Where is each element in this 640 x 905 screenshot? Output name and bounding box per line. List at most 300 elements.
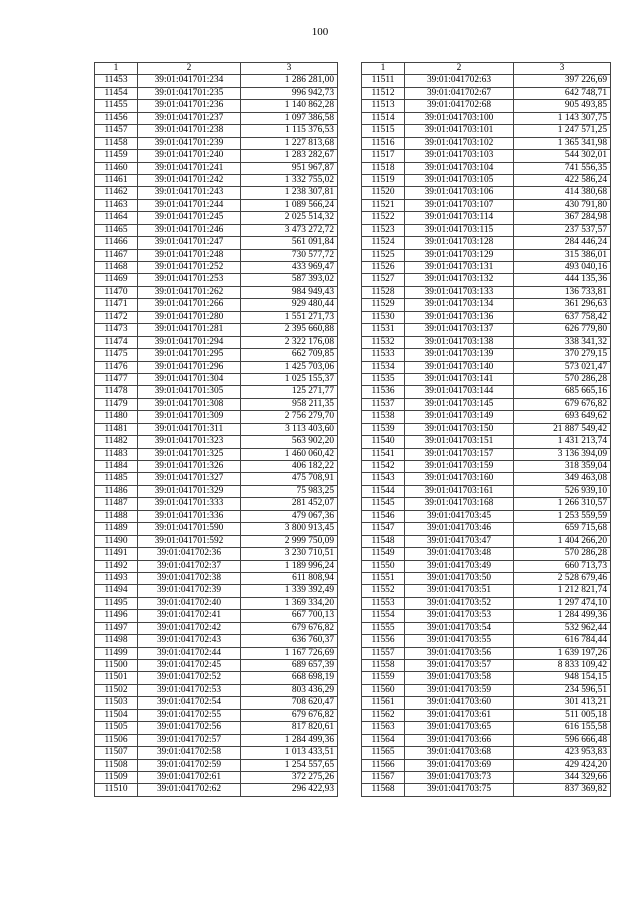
cadastral-value-cell: 951 967,87 [241, 162, 338, 174]
cadastral-number-cell: 39:01:041703:48 [405, 548, 514, 560]
cadastral-value-cell: 237 537,57 [514, 224, 611, 236]
cadastral-value-cell: 397 226,69 [514, 75, 611, 87]
cadastral-number-cell: 39:01:041702:68 [405, 100, 514, 112]
row-number-cell: 11454 [95, 87, 138, 99]
row-number-cell: 11520 [362, 187, 405, 199]
table-row [362, 610, 611, 622]
cadastral-value-cell: 996 942,73 [241, 87, 338, 99]
cadastral-number-cell: 39:01:041702:39 [138, 585, 241, 597]
cadastral-value-cell: 1 167 726,69 [241, 647, 338, 659]
cadastral-value-cell: 75 983,25 [241, 485, 338, 497]
table-row [362, 299, 611, 311]
row-number-cell: 11561 [362, 697, 405, 709]
row-number-cell: 11532 [362, 336, 405, 348]
cadastral-number-cell: 39:01:041703:160 [405, 473, 514, 485]
cadastral-value-cell: 372 275,26 [241, 771, 338, 783]
cadastral-value-cell: 479 067,36 [241, 510, 338, 522]
cadastral-value-cell: 1 425 703,06 [241, 361, 338, 373]
row-number-cell: 11482 [95, 436, 138, 448]
table-row [362, 697, 611, 709]
table-row [95, 485, 338, 497]
table-row [95, 286, 338, 298]
cadastral-value-cell: 667 700,13 [241, 610, 338, 622]
cadastral-number-cell: 39:01:041703:54 [405, 622, 514, 634]
cadastral-number-cell: 39:01:041701:266 [138, 299, 241, 311]
row-number-cell: 11546 [362, 510, 405, 522]
cadastral-number-cell: 39:01:041703:139 [405, 349, 514, 361]
cadastral-value-cell: 689 657,39 [241, 660, 338, 672]
cadastral-number-cell: 39:01:041701:333 [138, 498, 241, 510]
cadastral-number-cell: 39:01:041701:327 [138, 473, 241, 485]
cadastral-number-cell: 39:01:041701:248 [138, 249, 241, 261]
row-number-cell: 11551 [362, 572, 405, 584]
cadastral-value-cell: 958 211,35 [241, 398, 338, 410]
cadastral-number-cell: 39:01:041702:59 [138, 759, 241, 771]
cadastral-value-cell: 444 135,36 [514, 274, 611, 286]
row-number-cell: 11491 [95, 548, 138, 560]
header-col-3: 3 [241, 63, 338, 75]
table-row [362, 87, 611, 99]
cadastral-value-cell: 1 639 197,26 [514, 647, 611, 659]
row-number-cell: 11525 [362, 249, 405, 261]
cadastral-number-cell: 39:01:041703:149 [405, 411, 514, 423]
cadastral-number-cell: 39:01:041702:57 [138, 734, 241, 746]
cadastral-value-cell: 284 446,24 [514, 237, 611, 249]
cadastral-number-cell: 39:01:041703:68 [405, 747, 514, 759]
right-header-row [362, 63, 611, 75]
cadastral-value-cell: 693 649,62 [514, 411, 611, 423]
cadastral-value-cell: 2 528 679,46 [514, 572, 611, 584]
cadastral-value-cell: 905 493,85 [514, 100, 611, 112]
row-number-cell: 11560 [362, 684, 405, 696]
cadastral-value-cell: 587 393,02 [241, 274, 338, 286]
table-row [362, 572, 611, 584]
table-row [95, 747, 338, 759]
cadastral-value-cell: 2 025 514,32 [241, 212, 338, 224]
row-number-cell: 11463 [95, 199, 138, 211]
row-number-cell: 11462 [95, 187, 138, 199]
row-number-cell: 11558 [362, 660, 405, 672]
table-row [362, 349, 611, 361]
table-row [95, 784, 338, 796]
row-number-cell: 11490 [95, 535, 138, 547]
cadastral-value-cell: 526 939,10 [514, 485, 611, 497]
table-row [362, 324, 611, 336]
table-row [362, 585, 611, 597]
cadastral-value-cell: 423 953,83 [514, 747, 611, 759]
row-number-cell: 11497 [95, 622, 138, 634]
table-row [95, 373, 338, 385]
cadastral-value-cell: 837 369,82 [514, 784, 611, 796]
cadastral-value-cell: 1 286 281,00 [241, 75, 338, 87]
row-number-cell: 11489 [95, 523, 138, 535]
row-number-cell: 11529 [362, 299, 405, 311]
cadastral-number-cell: 39:01:041701:262 [138, 286, 241, 298]
cadastral-value-cell: 3 113 403,60 [241, 423, 338, 435]
table-row [95, 224, 338, 236]
left-table-body [95, 63, 338, 797]
table-row [95, 597, 338, 609]
cadastral-number-cell: 39:01:041703:69 [405, 759, 514, 771]
cadastral-value-cell: 2 756 279,70 [241, 411, 338, 423]
cadastral-number-cell: 39:01:041701:296 [138, 361, 241, 373]
row-number-cell: 11535 [362, 373, 405, 385]
table-row [362, 398, 611, 410]
cadastral-number-cell: 39:01:041703:131 [405, 262, 514, 274]
row-number-cell: 11496 [95, 610, 138, 622]
row-number-cell: 11526 [362, 262, 405, 274]
row-number-cell: 11478 [95, 386, 138, 398]
cadastral-number-cell: 39:01:041701:252 [138, 262, 241, 274]
row-number-cell: 11469 [95, 274, 138, 286]
cadastral-number-cell: 39:01:041701:590 [138, 523, 241, 535]
table-row [95, 610, 338, 622]
table-row [95, 722, 338, 734]
cadastral-value-cell: 1 365 341,98 [514, 137, 611, 149]
row-number-cell: 11518 [362, 162, 405, 174]
cadastral-value-cell: 493 040,16 [514, 262, 611, 274]
cadastral-number-cell: 39:01:041703:45 [405, 510, 514, 522]
cadastral-number-cell: 39:01:041703:57 [405, 660, 514, 672]
row-number-cell: 11465 [95, 224, 138, 236]
table-row [95, 697, 338, 709]
row-number-cell: 11464 [95, 212, 138, 224]
table-row [362, 498, 611, 510]
cadastral-number-cell: 39:01:041701:309 [138, 411, 241, 423]
cadastral-number-cell: 39:01:041701:294 [138, 336, 241, 348]
row-number-cell: 11506 [95, 734, 138, 746]
table-row [362, 647, 611, 659]
cadastral-number-cell: 39:01:041703:61 [405, 709, 514, 721]
row-number-cell: 11500 [95, 660, 138, 672]
cadastral-value-cell: 370 279,15 [514, 349, 611, 361]
table-row [95, 461, 338, 473]
row-number-cell: 11473 [95, 324, 138, 336]
cadastral-value-cell: 637 758,42 [514, 311, 611, 323]
cadastral-number-cell: 39:01:041702:61 [138, 771, 241, 783]
table-row [95, 709, 338, 721]
cadastral-number-cell: 39:01:041703:137 [405, 324, 514, 336]
row-number-cell: 11505 [95, 722, 138, 734]
cadastral-value-cell: 2 395 660,88 [241, 324, 338, 336]
cadastral-number-cell: 39:01:041701:236 [138, 100, 241, 112]
row-number-cell: 11472 [95, 311, 138, 323]
row-number-cell: 11554 [362, 610, 405, 622]
table-row [362, 535, 611, 547]
cadastral-number-cell: 39:01:041702:58 [138, 747, 241, 759]
row-number-cell: 11502 [95, 684, 138, 696]
row-number-cell: 11495 [95, 597, 138, 609]
table-row [95, 398, 338, 410]
table-row [95, 311, 338, 323]
table-row [362, 635, 611, 647]
row-number-cell: 11475 [95, 349, 138, 361]
table-row [95, 548, 338, 560]
row-number-cell: 11479 [95, 398, 138, 410]
cadastral-number-cell: 39:01:041701:253 [138, 274, 241, 286]
cadastral-value-cell: 570 286,28 [514, 373, 611, 385]
cadastral-number-cell: 39:01:041702:40 [138, 597, 241, 609]
cadastral-number-cell: 39:01:041703:103 [405, 150, 514, 162]
table-row [362, 510, 611, 522]
page-number: 100 [311, 26, 329, 38]
cadastral-number-cell: 39:01:041701:311 [138, 423, 241, 435]
row-number-cell: 11515 [362, 125, 405, 137]
row-number-cell: 11542 [362, 461, 405, 473]
cadastral-value-cell: 1 266 310,57 [514, 498, 611, 510]
cadastral-number-cell: 39:01:041703:51 [405, 585, 514, 597]
row-number-cell: 11539 [362, 423, 405, 435]
table-row [95, 199, 338, 211]
cadastral-number-cell: 39:01:041703:47 [405, 535, 514, 547]
table-row [95, 274, 338, 286]
cadastral-number-cell: 39:01:041702:44 [138, 647, 241, 659]
row-number-cell: 11523 [362, 224, 405, 236]
cadastral-value-cell: 1 013 433,51 [241, 747, 338, 759]
row-number-cell: 11507 [95, 747, 138, 759]
table-row [362, 548, 611, 560]
row-number-cell: 11493 [95, 572, 138, 584]
cadastral-number-cell: 39:01:041701:323 [138, 436, 241, 448]
table-row [362, 386, 611, 398]
cadastral-value-cell: 315 386,01 [514, 249, 611, 261]
row-number-cell: 11508 [95, 759, 138, 771]
cadastral-value-cell: 1 284 499,36 [514, 610, 611, 622]
cadastral-value-cell: 679 676,82 [241, 709, 338, 721]
cadastral-number-cell: 39:01:041703:140 [405, 361, 514, 373]
cadastral-number-cell: 39:01:041702:55 [138, 709, 241, 721]
cadastral-value-cell: 433 969,47 [241, 262, 338, 274]
row-number-cell: 11514 [362, 112, 405, 124]
cadastral-number-cell: 39:01:041701:295 [138, 349, 241, 361]
cadastral-number-cell: 39:01:041703:128 [405, 237, 514, 249]
table-row [95, 448, 338, 460]
row-number-cell: 11568 [362, 784, 405, 796]
row-number-cell: 11556 [362, 635, 405, 647]
row-number-cell: 11471 [95, 299, 138, 311]
cadastral-value-cell: 3 136 394,09 [514, 448, 611, 460]
row-number-cell: 11481 [95, 423, 138, 435]
cadastral-number-cell: 39:01:041701:238 [138, 125, 241, 137]
table-row [362, 771, 611, 783]
cadastral-value-cell: 679 676,82 [514, 398, 611, 410]
cadastral-number-cell: 39:01:041702:45 [138, 660, 241, 672]
table-row [95, 324, 338, 336]
table-row [362, 423, 611, 435]
table-row [362, 125, 611, 137]
cadastral-value-cell: 1 212 821,74 [514, 585, 611, 597]
row-number-cell: 11541 [362, 448, 405, 460]
table-row [362, 784, 611, 796]
row-number-cell: 11466 [95, 237, 138, 249]
table-row [362, 473, 611, 485]
table-row [362, 660, 611, 672]
row-number-cell: 11534 [362, 361, 405, 373]
cadastral-value-cell: 817 820,61 [241, 722, 338, 734]
table-row [95, 535, 338, 547]
row-number-cell: 11550 [362, 560, 405, 572]
cadastral-number-cell: 39:01:041703:73 [405, 771, 514, 783]
cadastral-value-cell: 301 413,21 [514, 697, 611, 709]
cadastral-number-cell: 39:01:041701:240 [138, 150, 241, 162]
cadastral-value-cell: 532 962,44 [514, 622, 611, 634]
cadastral-value-cell: 344 329,66 [514, 771, 611, 783]
table-row [362, 174, 611, 186]
cadastral-number-cell: 39:01:041703:60 [405, 697, 514, 709]
table-row [362, 262, 611, 274]
header-col-2: 2 [405, 63, 514, 75]
cadastral-value-cell: 626 779,80 [514, 324, 611, 336]
table-row [362, 684, 611, 696]
cadastral-number-cell: 39:01:041702:43 [138, 635, 241, 647]
cadastral-number-cell: 39:01:041702:42 [138, 622, 241, 634]
cadastral-value-cell: 730 577,72 [241, 249, 338, 261]
cadastral-number-cell: 39:01:041701:247 [138, 237, 241, 249]
table-row [95, 734, 338, 746]
cadastral-number-cell: 39:01:041703:46 [405, 523, 514, 535]
table-row [95, 137, 338, 149]
row-number-cell: 11494 [95, 585, 138, 597]
row-number-cell: 11536 [362, 386, 405, 398]
cadastral-value-cell: 296 422,93 [241, 784, 338, 796]
cadastral-value-cell: 422 586,24 [514, 174, 611, 186]
table-row [95, 112, 338, 124]
cadastral-number-cell: 39:01:041703:145 [405, 398, 514, 410]
cadastral-value-cell: 573 021,47 [514, 361, 611, 373]
table-row [362, 747, 611, 759]
cadastral-value-cell: 616 784,44 [514, 635, 611, 647]
cadastral-value-cell: 349 463,08 [514, 473, 611, 485]
table-row [95, 647, 338, 659]
cadastral-number-cell: 39:01:041702:37 [138, 560, 241, 572]
cadastral-number-cell: 39:01:041701:234 [138, 75, 241, 87]
cadastral-number-cell: 39:01:041702:52 [138, 672, 241, 684]
cadastral-value-cell: 1 254 557,65 [241, 759, 338, 771]
cadastral-value-cell: 1 297 474,10 [514, 597, 611, 609]
cadastral-number-cell: 39:01:041703:132 [405, 274, 514, 286]
cadastral-number-cell: 39:01:041703:161 [405, 485, 514, 497]
row-number-cell: 11503 [95, 697, 138, 709]
table-row [95, 100, 338, 112]
cadastral-value-cell: 948 154,15 [514, 672, 611, 684]
cadastral-number-cell: 39:01:041701:242 [138, 174, 241, 186]
table-row [95, 299, 338, 311]
cadastral-number-cell: 39:01:041702:38 [138, 572, 241, 584]
row-number-cell: 11524 [362, 237, 405, 249]
table-row [362, 311, 611, 323]
row-number-cell: 11530 [362, 311, 405, 323]
row-number-cell: 11499 [95, 647, 138, 659]
row-number-cell: 11527 [362, 274, 405, 286]
row-number-cell: 11537 [362, 398, 405, 410]
cadastral-value-cell: 3 800 913,45 [241, 523, 338, 535]
row-number-cell: 11504 [95, 709, 138, 721]
table-row [362, 722, 611, 734]
table-row [95, 572, 338, 584]
cadastral-number-cell: 39:01:041701:326 [138, 461, 241, 473]
cadastral-number-cell: 39:01:041703:50 [405, 572, 514, 584]
table-row [95, 560, 338, 572]
row-number-cell: 11492 [95, 560, 138, 572]
table-row [362, 162, 611, 174]
cadastral-value-cell: 563 902,20 [241, 436, 338, 448]
row-number-cell: 11513 [362, 100, 405, 112]
table-row [95, 672, 338, 684]
cadastral-number-cell: 39:01:041703:101 [405, 125, 514, 137]
cadastral-value-cell: 1 551 271,73 [241, 311, 338, 323]
row-number-cell: 11566 [362, 759, 405, 771]
table-row [362, 461, 611, 473]
header-col-2: 2 [138, 63, 241, 75]
cadastral-value-cell: 685 665,16 [514, 386, 611, 398]
cadastral-value-cell: 1 227 813,68 [241, 137, 338, 149]
cadastral-number-cell: 39:01:041701:235 [138, 87, 241, 99]
row-number-cell: 11516 [362, 137, 405, 149]
cadastral-number-cell: 39:01:041701:280 [138, 311, 241, 323]
cadastral-value-cell: 570 286,28 [514, 548, 611, 560]
cadastral-number-cell: 39:01:041703:157 [405, 448, 514, 460]
header-col-1: 1 [362, 63, 405, 75]
cadastral-number-cell: 39:01:041701:243 [138, 187, 241, 199]
cadastral-value-cell: 1 238 307,81 [241, 187, 338, 199]
header-col-1: 1 [95, 63, 138, 75]
cadastral-number-cell: 39:01:041703:115 [405, 224, 514, 236]
row-number-cell: 11474 [95, 336, 138, 348]
row-number-cell: 11453 [95, 75, 138, 87]
cadastral-number-cell: 39:01:041701:304 [138, 373, 241, 385]
row-number-cell: 11477 [95, 373, 138, 385]
row-number-cell: 11480 [95, 411, 138, 423]
row-number-cell: 11501 [95, 672, 138, 684]
row-number-cell: 11553 [362, 597, 405, 609]
row-number-cell: 11521 [362, 199, 405, 211]
cadastral-value-cell: 234 596,51 [514, 684, 611, 696]
table-row [95, 349, 338, 361]
cadastral-number-cell: 39:01:041703:100 [405, 112, 514, 124]
cadastral-value-cell: 1 025 155,37 [241, 373, 338, 385]
cadastral-number-cell: 39:01:041701:329 [138, 485, 241, 497]
cadastral-number-cell: 39:01:041703:102 [405, 137, 514, 149]
cadastral-value-cell: 1 247 571,25 [514, 125, 611, 137]
row-number-cell: 11512 [362, 87, 405, 99]
row-number-cell: 11538 [362, 411, 405, 423]
table-row [95, 660, 338, 672]
row-number-cell: 11467 [95, 249, 138, 261]
cadastral-value-cell: 1 404 266,20 [514, 535, 611, 547]
cadastral-number-cell: 39:01:041703:104 [405, 162, 514, 174]
row-number-cell: 11528 [362, 286, 405, 298]
row-number-cell: 11509 [95, 771, 138, 783]
row-number-cell: 11476 [95, 361, 138, 373]
table-row [362, 187, 611, 199]
cadastral-value-cell: 708 620,47 [241, 697, 338, 709]
cadastral-number-cell: 39:01:041703:150 [405, 423, 514, 435]
table-row [95, 336, 338, 348]
cadastral-number-cell: 39:01:041703:56 [405, 647, 514, 659]
row-number-cell: 11483 [95, 448, 138, 460]
cadastral-value-cell: 21 887 549,42 [514, 423, 611, 435]
cadastral-value-cell: 1 115 376,53 [241, 125, 338, 137]
cadastral-value-cell: 136 733,81 [514, 286, 611, 298]
table-row [362, 274, 611, 286]
row-number-cell: 11458 [95, 137, 138, 149]
cadastral-number-cell: 39:01:041703:106 [405, 187, 514, 199]
row-number-cell: 11533 [362, 349, 405, 361]
cadastral-number-cell: 39:01:041703:138 [405, 336, 514, 348]
cadastral-value-cell: 636 760,37 [241, 635, 338, 647]
cadastral-number-cell: 39:01:041702:53 [138, 684, 241, 696]
table-row [362, 249, 611, 261]
